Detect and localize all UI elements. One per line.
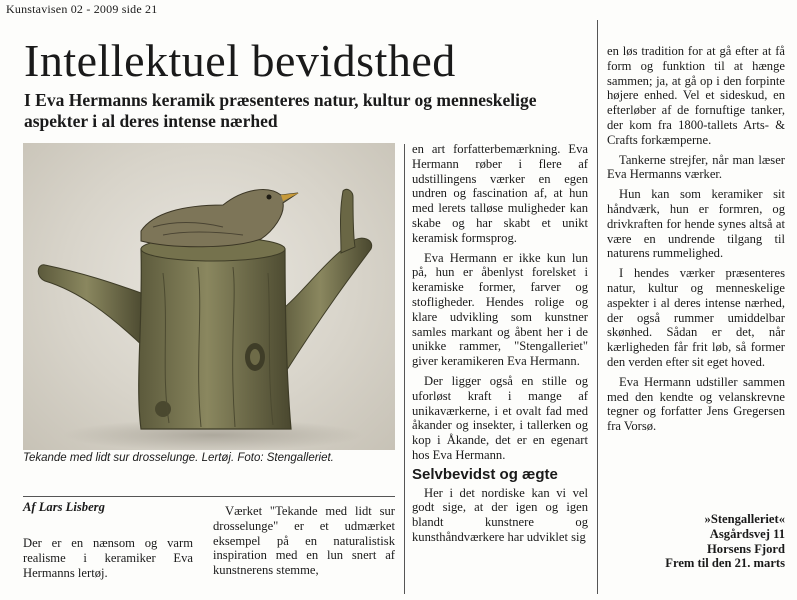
paragraph: Eva Hermann er ikke kun lun på, hun er åbenlyst forelsket i keramiske former, farver og stofligheder. Hendes rolige og klare udvikling som kunstner samles markant og åbent her i de unikke rammer, "Stengalleriet" giver keramikeren Eva Hermann. [412,250,588,369]
subheading: Selvbevidst og ægte [412,465,558,483]
paragraph: Hun kan som keramiker sit håndværk, hun er formren, og drivkraften for hende synes altså at være en undrende tilgang til naturens rummelighed. [607,187,785,261]
gallery-address: Asgårdsvej 11 [709,526,785,541]
article-lead: I Eva Hermanns keramik præsenteres natur, kultur og menneskelige aspekter i al deres intense nærhed [24,90,537,131]
paragraph: Tankerne strejfer, når man læser Eva Hermanns værker. [607,152,785,182]
paragraph: en art forfatterbemærkning. Eva Hermann røber i flere af udstillingens værker en egen undren og fascination af, at hun med lerets talløse muligheder kan skabe og har skabt et unikt keramisk formsprog. [412,142,588,245]
divider [597,20,598,594]
gallery-name: »Stengalleriet« [704,512,785,526]
paragraph: Værket "Tekande med lidt sur drosselunge" er et udmærket eksempel på en naturalistisk inspiration med en lun snert af kunstnerens stemme, [213,504,395,578]
column-2 [213,504,395,583]
gallery-location: Horsens Fjord [706,541,785,556]
article-title: Intellektuel bevidsthed [24,35,456,86]
teapot-photo [23,143,395,450]
column-1 [23,536,193,585]
paragraph: Her i det nordiske kan vi vel godt sige, at der igen og igen blandt kunstnere og kunsthåndværkere har udviklet sig [412,485,588,544]
divider [23,496,395,497]
column-3 [412,142,588,550]
paragraph: en løs tradition for at gå efter at få form og funktion til at hænge sammen; ja, at gå op i den forpinte højere enhed. Vel et sideskud, en efterløber af de fornuftige tanker, der kom fra 1800-tallets Arts- & Crafts forkæmperne. [607,44,785,147]
exhibition-dates: Frem til den 21. marts [665,556,785,571]
photo-caption: Tekande med lidt sur drosselunge. Lertøj. Foto: Stengalleriet. [23,452,334,464]
paragraph: Der er en nænsom og varm realisme i keramiker Eva Hermanns lertøj. [23,536,193,580]
byline: Af Lars Lisberg [23,500,105,514]
source-line: Kunstavisen 02 - 2009 side 21 [6,2,158,16]
paragraph: Der ligger også en stille og uforløst kraft i mange af unikaværkerne, i et ovalt fad med åkander og insekter, i tallerken og kop i Åkande, det er en egenart hos Eva Hermann. [412,373,588,462]
divider [404,144,405,594]
article-page [0,16,797,600]
column-4 [607,44,785,439]
paragraph: Eva Hermann udstiller sammen med den kendte og velanskrevne tegner og forfatter Jens Gregersen fra Vorsø. [607,374,785,434]
paragraph: I hendes værker præsenteres natur, kultur og menneskelige aspekter i al deres intense nærhed, der også rummer umiddelbar skønhed. Sådan er det, når kærligheden får frit løb, så former den verden efter sit eget hoved. [607,266,785,369]
exhibition-info [610,512,785,571]
